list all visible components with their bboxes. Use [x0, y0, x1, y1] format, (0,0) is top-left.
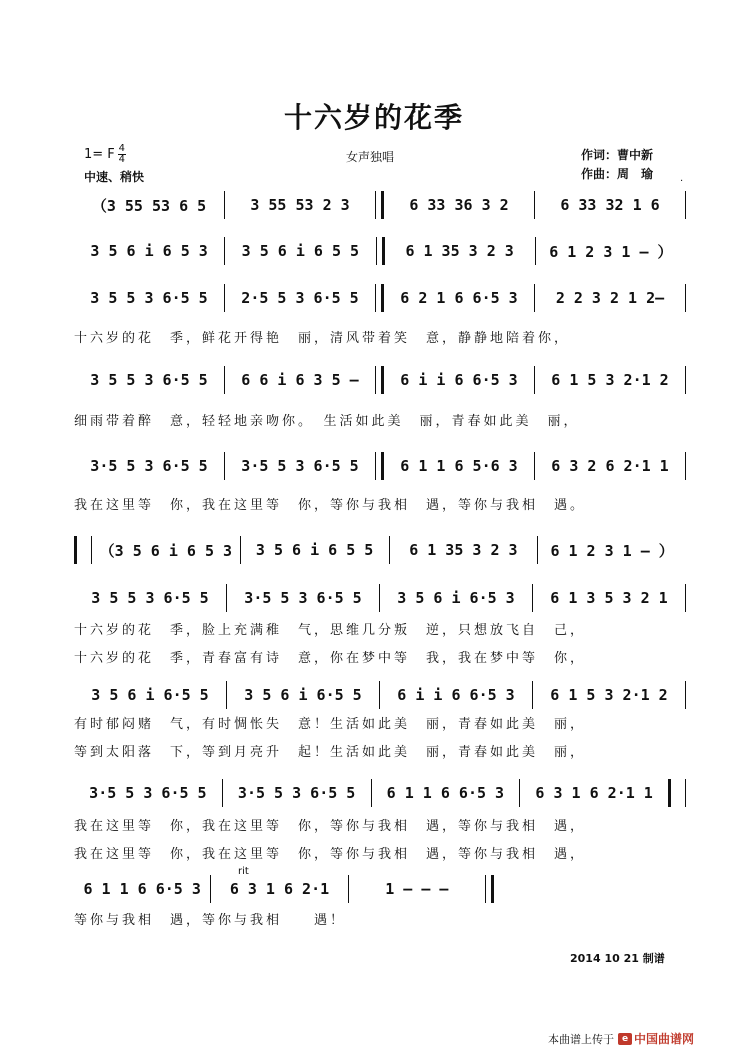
measure: 6 3 1 6 2·1 [229, 880, 330, 898]
measure: 3 5 6 i 6·5 5 [244, 686, 362, 704]
measure: 6 1 3 5 3 2 1 [550, 589, 668, 607]
measure: 3 55 53 2 3 [250, 196, 350, 214]
measure: 3 5 6 i 6 5 3 [90, 242, 208, 260]
score-row-9 [74, 780, 686, 806]
score-row-8 [74, 682, 686, 708]
measure: 6 1 2 3 1 – ） [550, 541, 674, 560]
measure: 2 2 3 2 1 2– [555, 289, 665, 307]
score-row-4 [74, 367, 686, 393]
measure: 3 5 6 i 6 5 5 [255, 541, 374, 559]
lyric-line: 等你与我相 遇，等你与我相 遇！ [74, 913, 347, 928]
measure: 6 1 1 6 6·5 3 [83, 880, 201, 898]
score-row-2 [74, 238, 686, 264]
score-row-7 [74, 585, 686, 611]
site-logo-icon: e [618, 1033, 632, 1045]
measure: 6 1 35 3 2 3 [405, 242, 514, 260]
lyric-line: 十六岁的花 季，脸上充满稚 气，思维几分叛 逆，只想放飞自 己， [74, 623, 587, 638]
site-name: 中国曲谱网 [634, 1032, 695, 1046]
measure: 3 5 5 3 6·5 5 [90, 289, 208, 307]
tempo-marking: 中速、稍快 [84, 170, 145, 184]
meter-top: 4 [118, 143, 125, 154]
measure: 2·5 5 3 6·5 5 [241, 289, 359, 307]
measure: 6 3 2 6 2·1 1 [551, 457, 669, 475]
measure: 3 5 5 3 6·5 5 [91, 589, 209, 607]
measure: 3·5 5 3 6·5 5 [241, 457, 359, 475]
score-row-5 [74, 453, 686, 479]
score-row-1 [74, 192, 686, 218]
measure: 6 3 1 6 2·1 1 [535, 784, 653, 802]
song-title: 十六岁的花季 [283, 101, 464, 134]
measure: 6 33 32 1 6 [560, 196, 660, 214]
measure: 3·5 5 3 6·5 5 [237, 784, 356, 802]
ritardando-mark: rit [238, 866, 249, 877]
lyric-line: 我在这里等 你，我在这里等 你，等你与我相 遇，等你与我相 遇， [74, 847, 587, 862]
time-signature [118, 144, 126, 165]
repeat-end [668, 779, 686, 807]
measure: 3·5 5 3 6·5 5 [89, 784, 207, 802]
measure: 6 1 35 3 2 3 [409, 541, 518, 559]
measure: 3·5 5 3 6·5 5 [90, 457, 208, 475]
measure: 1 – – – [385, 880, 449, 898]
upload-label: 本曲谱上传于 [548, 1032, 614, 1046]
measure: 6 i i 6 6·5 3 [400, 371, 518, 389]
lyricist-credit: 作词：曹中新 [581, 148, 654, 162]
final-barline [485, 875, 494, 903]
key-label: 1= F [84, 147, 115, 162]
meter-bottom: 4 [118, 154, 125, 165]
measure: 6 33 36 3 2 [409, 196, 509, 214]
measure: 6 1 5 3 2·1 2 [550, 686, 668, 704]
measure: （3 5 6 i 6 5 3 [99, 541, 233, 560]
measure: 6 1 1 6 5·6 3 [400, 457, 518, 475]
site-logo[interactable] [618, 1030, 694, 1047]
score-row-10 [74, 876, 494, 902]
measure: 3·5 5 3 6·5 5 [244, 589, 362, 607]
lyric-line: 有时郁闷赌 气，有时惆怅失 意！生活如此美 丽，青春如此美 丽， [74, 717, 587, 732]
lyric-line: 等到太阳落 下，等到月亮升 起！生活如此美 丽，青春如此美 丽， [74, 745, 587, 760]
stray-mark: · [680, 176, 684, 187]
repeat-start [74, 536, 92, 564]
measure: 6 6 i 6 3 5 – [241, 371, 359, 389]
lyric-line: 十六岁的花 季，青春富有诗 意，你在梦中等 我，我在梦中等 你， [74, 651, 587, 666]
measure: 6 1 1 6 6·5 3 [386, 784, 505, 802]
measure: 6 i i 6 6·5 3 [397, 686, 515, 704]
lyric-line: 十六岁的花 季，鲜花开得艳 丽，清风带着笑 意，静静地陪着你， [74, 331, 571, 346]
score-row-3 [74, 285, 686, 311]
measure: 6 1 5 3 2·1 2 [551, 371, 669, 389]
measure: 3 5 6 i 6·5 5 [91, 686, 209, 704]
voice-type: 女声独唱 [346, 150, 395, 164]
upload-note [548, 1030, 694, 1047]
measure: （3 55 53 6 5 [91, 196, 207, 215]
measure: 3 5 6 i 6 5 5 [241, 242, 360, 260]
score-row-6 [74, 537, 686, 563]
measure: 6 1 2 3 1 – ） [549, 242, 673, 261]
measure: 3 5 5 3 6·5 5 [90, 371, 208, 389]
composer-credit: 作曲：周 瑜 [581, 167, 654, 181]
date-note: 2014 10 21 制谱 [570, 952, 665, 965]
measure: 6 2 1 6 6·5 3 [400, 289, 518, 307]
lyric-line: 细雨带着醉 意，轻轻地亲吻你。 生活如此美 丽，青春如此美 丽， [74, 414, 580, 429]
measure: 3 5 6 i 6·5 3 [397, 589, 515, 607]
lyric-line: 我在这里等 你，我在这里等 你，等你与我相 遇，等你与我相 遇。 [74, 498, 587, 513]
key-signature [84, 144, 126, 165]
lyric-line: 我在这里等 你，我在这里等 你，等你与我相 遇，等你与我相 遇， [74, 819, 587, 834]
